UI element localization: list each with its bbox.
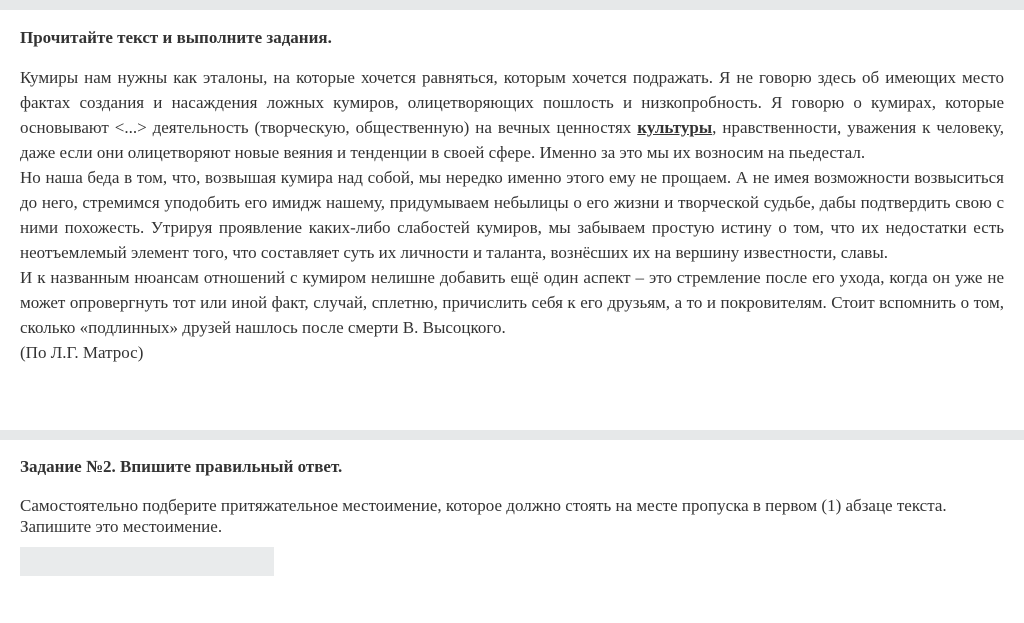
task-description: Самостоятельно подберите притяжательное местоимение, которое должно стоять на месте пропуска в первом (1) абзаце текста. Запишите это местоимение. — [20, 496, 947, 536]
keyword-culture: культуры — [637, 118, 713, 137]
passage-source: (По Л.Г. Матрос) — [20, 343, 144, 362]
top-divider-band — [0, 0, 1024, 10]
answer-input[interactable] — [20, 547, 274, 576]
passage-paragraph-2: Но наша беда в том, что, возвышая кумира над собой, мы нередко именно этого ему не прощаем. А не имея возможности возвыситься до него, стремимся уподобить его имидж нашему, придумываем небылицы о его жизни и творческой судьбе, дабы подтвердить свою с ними похожесть. Утрируя проявление каких-либо слабостей кумиров, мы забываем простую истину о том, что их недостатки есть неотъемлемый элемент того, что составляет суть их личности и таланта, вознёсших их на вершину известности, славы. — [20, 168, 1004, 262]
section-divider-band — [0, 430, 1024, 440]
passage-paragraph-1 — [20, 65, 1004, 165]
task-title: Задание №2. Впишите правильный ответ. — [20, 457, 343, 476]
reading-passage — [20, 65, 1004, 365]
paragraph-1-text-start: Кумиры нам нужны как эталоны, на которые хочется равняться, которым хочется подражать. Я не говорю здесь об имеющих место фактах создания и насаждения ложных кумиров, олицетворяющих пошлость и низкопробность. Я говорю о кумирах, которые основывают <...> деятельность (творческую, общественную) на вечных ценностях — [20, 68, 1004, 137]
paragraph-1-text-end: , нравственности, уважения к человеку, даже если они олицетворяют новые веяния и тенденции в своей сфере. Именно за это мы их возносим на пьедестал. — [20, 118, 1004, 162]
passage-paragraph-3: И к названным нюансам отношений с кумиром нелишне добавить ещё один аспект – это стремление после его ухода, когда он уже не может опровергнуть тот или иной факт, случай, сплетню, причислить себя к его друзьям, а то и покровителям. Стоит вспомнить о том, сколько «подлинных» друзей нашлось после смерти В. Высоцкого. — [20, 268, 1004, 337]
reading-instruction: Прочитайте текст и выполните задания. — [20, 28, 332, 47]
reading-section — [20, 10, 1004, 365]
task-section — [20, 440, 1004, 576]
